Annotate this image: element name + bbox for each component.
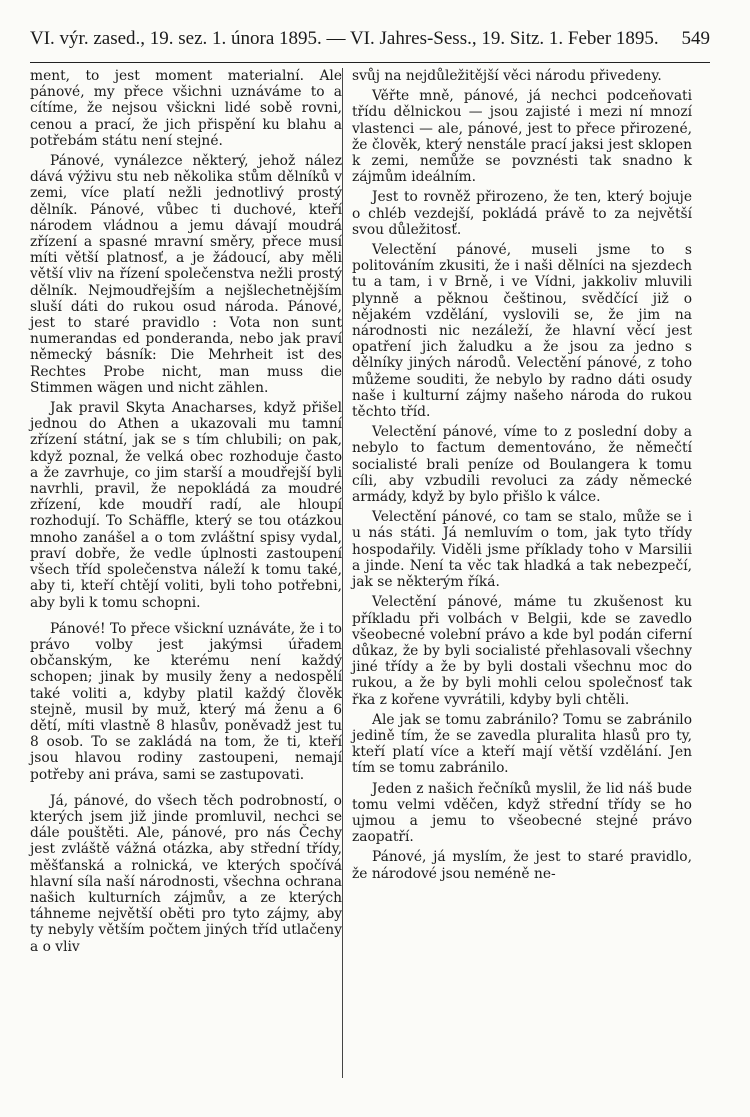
paragraph: ment, to jest moment materialní. Ale pánové, my přece všichni uznáváme to a cítíme, že nejsou všickni lidé sobě rovni, cenou a prací, že jich přispění ku blahu a potřebám státu není stejné. xyxy=(30,68,342,149)
paragraph: Jest to rovněž přirozeno, že ten, který bojuje o chléb vezdejší, pokládá právě to za největší svou důležitosť. xyxy=(352,189,692,238)
paragraph: Velectění pánové, máme tu zkušenost ku příkladu při volbách v Belgii, kde se zavedlo všeobecné volební právo a kde byl podán ciferní důkaz, že by byli socialisté přehlasovali všechny jiné třídy a že by byli dostali všechnu moc do rukou, a že by byli mohli celou společnosť tak řka z kořene vyvrátili, kdyby byli chtěli. xyxy=(352,594,692,708)
paragraph: Pánové! To přece všickní uznáváte, že i to právo volby jest jakýmsi úřadem občanským, ke kterému není každý schopen; jinak by musily ženy a nedospělí také voliti a, kdyby platil každý člověk stejně, musil by muž, který má ženu a 6 dětí, míti vlastně 8 hlasův, poněvadž jest tu 8 osob. To se zakládá na tom, že ti, kteří jsou hlavou rodiny zastoupeni, nemají potřeby ani práva, sami se zastupovati. xyxy=(30,620,342,783)
paragraph: Jeden z našich řečníků myslil, že lid náš bude tomu velmi vděčen, když střední třídy se ho ujmou a jemu to všeobecné stejné právo zaopatří. xyxy=(352,780,692,846)
running-head: VI. výr. zased., 19. sez. 1. února 1895. — VI. Jahres-Sess., 19. Sitz. 1. Feber 1895. xyxy=(30,28,659,49)
paragraph: Pánové, vynálezce některý, jehož nález dává výživu stu neb několika stům dělníků v zemi, více platí nežli jednotlivý prostý dělník. Pánové, vůbec ti duchové, kteří národem vládnou a jemu dávají moudrá zřízení a spasné mravní směry, přece musí míti větší platnosť, a je žádoucí, aby měli větší vliv na řízení společenstva nežli prostý dělník. Nejmoudřejším a nejšlechetnějším sluší dáti do rukou osud národa. Pánové, jest to staré pravidlo : Vota non sunt numerandas ed ponderanda, nebo jak praví německý básník: Die Mehrheit ist des Rechtes Probe nicht, man muss die Stimmen wägen und nicht zählen. xyxy=(30,153,342,396)
column-divider xyxy=(342,68,343,1078)
left-column xyxy=(30,68,342,959)
paragraph: Pánové, já myslím, že jest to staré pravidlo, že národové jsou neméně ne- xyxy=(352,849,692,882)
page-number: 549 xyxy=(681,28,710,49)
paragraph: Velectění pánové, víme to z poslední doby a nebylo to factum dementováno, že němečtí socialisté brali peníze od Boulangera k tomu cíli, aby vzbudili revoluci za zády německé armády, když by bylo přišlo k válce. xyxy=(352,424,692,506)
right-column xyxy=(352,68,692,886)
header-rule xyxy=(30,62,710,63)
paragraph: Velectění pánové, co tam se stalo, může se i u nás státi. Já nemluvím o tom, jak tyto třídy hospodařily. Viděli jsme příklady toho v Marsilii a jinde. Není ta věc tak hladká a tak nebezpečí, jak se některým říká. xyxy=(352,509,692,591)
paragraph: Ale jak se tomu zabránilo? Tomu se zabránilo jedině tím, že se zavedla pluralita hlasů pro ty, kteří platí více a kteří mají větší vzdělání. Jen tím se tomu zabránilo. xyxy=(352,711,692,777)
page-header xyxy=(30,28,710,60)
paragraph: Věřte mně, pánové, já nechci podceňovati třídu dělnickou — jsou zajisté i mezi ní mnozí vlastenci — ale, pánové, jest to přece přirozené, že člověk, který nenstále prací jaksi jest sklopen k zemi, nemůže se povznésti tak snadno k zájmům ideálním. xyxy=(352,88,692,186)
paragraph: Velectění pánové, museli jsme to s politováním zkusiti, že i naši dělníci na sjezdech tu a tam, i v Brně, i ve Vídni, jakkoliv mluvili plynně a pěknou češtinou, svědčící již o nějakém vzdělání, vyslovili se, že jim na národnosti nic nezáleží, že hlavní věcí jest opatření jich žaludku a že jsou za jedno s dělníky jiných národů. Velectění pánové, z toho můžeme souditi, že nebylo by radno dáti osudy naše i kulturní zájmy našeho národa do rukou těchto tříd. xyxy=(352,242,692,421)
paragraph: svůj na nejdůležitější věci národu přivedeny. xyxy=(352,68,662,84)
paragraph: Jak pravil Skyta Anacharses, když přišel jednou do Athen a ukazovali mu tamní zřízení státní, jak se s tím chlubili; on pak, když poznal, že velká obec rozhoduje často a že zavrhuje, co jim starší a moudřejší byli navrhli, pravil, že nepokládá za moudré zřízení, kde moudří radí, ale hloupí rozhodují. To Schäffle, který se tou otázkou mnoho zanášel a o tom zvláštní spisy vydal, praví dobře, že vedle úplnosti zastoupení všech tříd společenstva náleží k tomu také, aby ti, kteří chtějí voliti, byli toho potřebni, aby byli k tomu schopni. xyxy=(30,400,342,611)
paragraph: Já, pánové, do všech těch podrobností, o kterých jsem již jinde promluvil, nechci se dále pouštěti. Ale, pánové, pro nás Čechy jest zvláště vážná otázka, aby střední třídy, měšťanská a rolnická, ve kterých spočívá hlavní síla naší národnosti, všechna ochrana našich kulturních zájmův, a ze kterých táhneme největší oběti pro tyto zájmy, aby ty nebyly větším počtem jiných tříd utlačeny a o vliv xyxy=(30,792,342,955)
